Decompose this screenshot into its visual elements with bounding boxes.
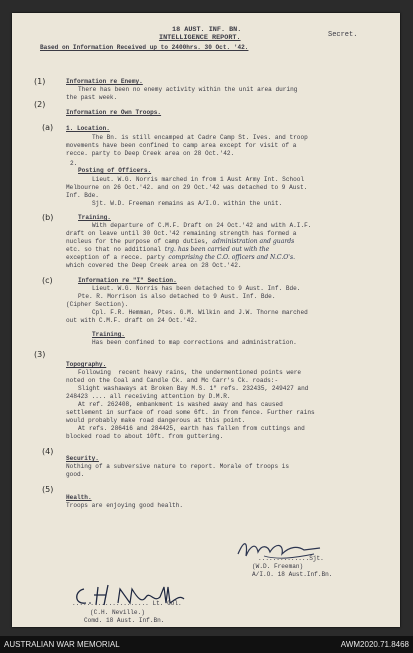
handwritten-insert: trg. has been carried out with the [164, 246, 270, 253]
text-line: The Bn. is still encamped at Cadre Camp St. Ives. and troop [92, 134, 308, 141]
sjt-signature-line: ..............Sjt. [258, 555, 324, 562]
text-line: Cpl. F.R. Hemman, Ptes. G.M. Wilkin and J.W. Thorne marched [92, 309, 308, 316]
posting-number: 2. [70, 160, 78, 167]
health-title: Health. [66, 494, 92, 501]
text-line: blocked road to about 10ft. from guttering. [66, 433, 224, 440]
footer-credit: AUSTRALIAN WAR MEMORIAL [4, 640, 120, 649]
section-1-title: Information re Enemy. [66, 78, 143, 85]
text-line: noted on the Coal and Candle Ck. and Mc Carr's Ck. roads:- [66, 377, 279, 384]
co-role: Comd. 18 Aust. Inf.Bn. [84, 617, 165, 624]
location-title: 1. Location. [66, 125, 110, 132]
document-page [12, 13, 400, 627]
section-number-4: (4) [42, 447, 54, 456]
co-name: (C.H. Neville.) [90, 609, 145, 616]
text-line: Has been confined to map corrections and administration. [92, 339, 297, 346]
text-line: draft on leave until 30 Oct.'42 remaining strength has formed a [66, 230, 297, 237]
text-line: exception of a recce. party comprising the C.O. officers and N.C.O's. [66, 254, 296, 261]
section-number-5: (5) [42, 485, 54, 494]
sjt-role: A/I.O. 18 Aust.Inf.Bn. [252, 571, 333, 578]
text-line: At refs. 286416 and 284425, earth has fallen from cuttings and [78, 425, 305, 432]
text-line: 248423 .... all receiving attention by D.M.R. [66, 393, 231, 400]
text-line: Sjt. W.D. Freeman remains as A/I.O. within the unit. [92, 200, 283, 207]
posting-title: Posting of Officers. [78, 167, 152, 174]
text-line: Lieut. W.G. Norris has been detached to 9 Aust. Inf. Bde. [92, 285, 301, 292]
co-signature-line: ..................... Lt. Col. [72, 600, 182, 607]
text-line: good. [66, 471, 85, 478]
subsection-c: (c) [42, 276, 53, 285]
section-number-2: (2) [34, 100, 46, 109]
text-line: Nothing of a subversive nature to report. Morale of troops is [66, 463, 290, 470]
sjt-name: (W.D. Freeman) [252, 563, 304, 570]
text-line: Lieut. W.G. Norris marched in from 1 Aust Army Int. School [92, 176, 305, 183]
text-line: nucleus for the purpose of camp duties, administration and guards [66, 238, 295, 245]
text-line: With departure of C.M.F. Draft on 24 Oct.'42 and with A.I.F. [92, 222, 312, 229]
text-line: There has been no enemy activity within the unit area during [78, 86, 298, 93]
text-line: Slight washaways at Broken Bay M.S. 1" refs. 232435, 249427 and [78, 385, 309, 392]
text-line: which covered the Deep Creek area on 28 Oct.'42. [66, 262, 242, 269]
unit-title: 18 AUST. INF. BN. [172, 26, 242, 34]
topography-title: Topography. [66, 361, 107, 368]
text-line: settlement in surface of road some 6ft. in from fence. Further rains [66, 409, 315, 416]
text-line: recce. party to Deep Creek area on 28 Oct.'42. [66, 150, 235, 157]
training-2-title: Training. [92, 331, 125, 338]
text-line: would probably make road dangerous at this point. [66, 417, 246, 424]
text-line: out with C.M.F. draft on 24 Oct.'42. [66, 317, 198, 324]
footer-bar [0, 636, 413, 653]
text-line: Inf. Bde. [66, 192, 99, 199]
text-line: movements have been confined to camp area except for visit of a [66, 142, 297, 149]
text-line: Melbourne on 26 Oct.'42. and on 29 Oct.'42 was detached to 9 Aust. [66, 184, 308, 191]
handwritten-insert: administration and guards [212, 238, 295, 245]
text-line: Following recent heavy rains, the undermentioned points were [78, 369, 302, 376]
footer-accession-number: AWM2020.71.8468 [340, 640, 409, 649]
handwritten-insert: comprising the C.O. officers and N.C.O's. [168, 254, 296, 261]
text-line: Pte. R. Morrison is also detached to 9 Aust. Inf. Bde. [78, 293, 276, 300]
subsection-b: (b) [42, 213, 54, 222]
text-line: the past week. [66, 94, 118, 101]
section-number-3: (3) [34, 350, 46, 359]
text-line: At ref. 262408, embankment is washed away and has caused [78, 401, 283, 408]
report-title: INTELLIGENCE REPORT. [159, 34, 241, 42]
i-section-title: Information re "I" Section. [78, 277, 177, 284]
text-line: Troops are enjoying good health. [66, 502, 184, 509]
section-number-1: (1) [34, 77, 46, 86]
text-line: etc. so that no additional trg. has been carried out with the [66, 246, 270, 253]
section-2-title: Information re Own Troops. [66, 109, 162, 116]
secret-marking: Secret. [328, 31, 358, 39]
subsection-a: (a) [42, 123, 54, 132]
based-on-line: Based on Information Received up to 2400hrs. 30 Oct. '42. [40, 44, 249, 51]
text-line: (Cipher Section). [66, 301, 129, 308]
training-title: Training. [78, 214, 111, 221]
security-title: Security. [66, 455, 99, 462]
